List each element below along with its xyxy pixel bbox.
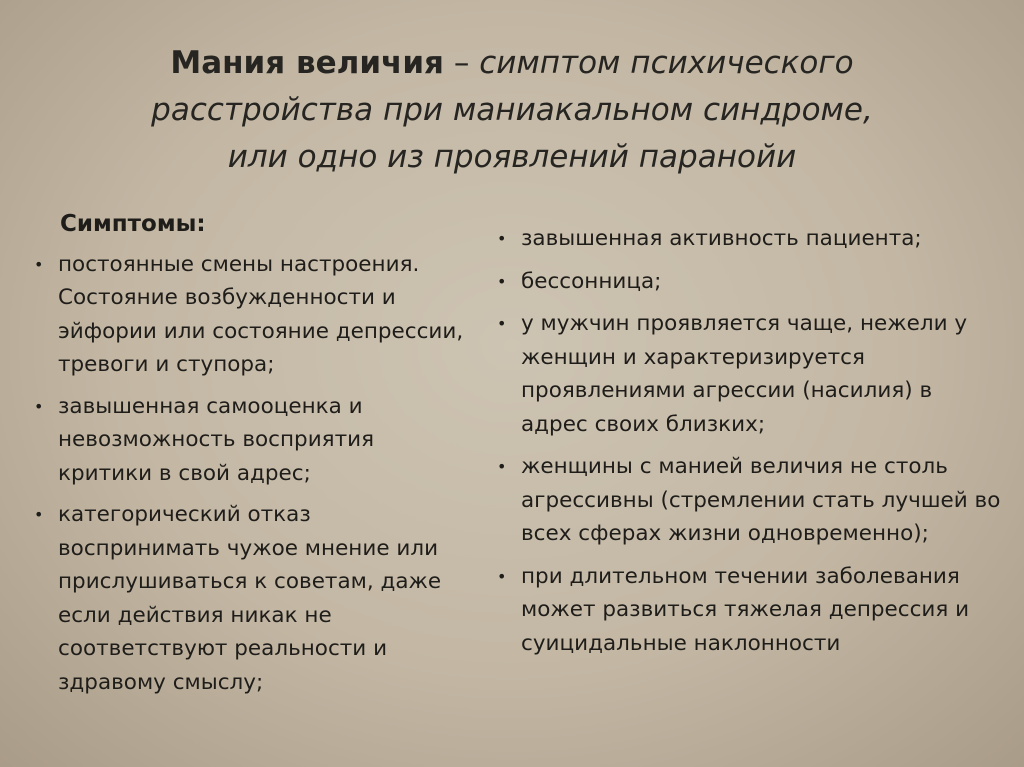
list-item-text: завышенная активность пациента;	[521, 226, 922, 251]
bullet-icon: •	[497, 314, 507, 333]
list-item-text: бессонница;	[521, 268, 662, 294]
list-item	[497, 265, 1002, 299]
list-item-text: постоянные смены настроения. Состояние возбужденности и эйфории или состояние депрессии, тревоги и ступора;	[58, 251, 464, 377]
list-item	[497, 560, 1002, 661]
title-line-1: симптом психического	[479, 45, 854, 81]
list-item	[34, 390, 464, 491]
title-term: Мания величия	[170, 45, 444, 81]
left-bullet-list	[34, 248, 464, 700]
bullet-icon: •	[497, 457, 507, 476]
list-item	[34, 248, 464, 382]
title-dash: –	[443, 45, 480, 81]
right-bullet-list	[497, 222, 1002, 660]
list-item	[497, 222, 1002, 256]
list-item	[497, 307, 1002, 441]
list-item-text: завышенная самооценка и невозможность восприятия критики в свой адрес;	[58, 393, 375, 486]
title-line-2: расстройства при маниакальном синдроме,	[151, 92, 873, 128]
bullet-icon: •	[497, 271, 507, 291]
slide-title	[40, 40, 984, 181]
bullet-icon: •	[34, 505, 44, 524]
list-item	[497, 450, 1002, 551]
bullet-icon: •	[497, 229, 507, 248]
left-column	[34, 208, 464, 707]
symptoms-heading: Симптомы:	[60, 211, 206, 237]
list-item-text: при длительном течении заболевания может развиться тяжелая депрессия и суицидальные наклонности	[521, 563, 970, 656]
list-item-text: женщины с манией величия не столь агрессивны (стремлении стать лучшей во всех сферах жизни одновременно);	[521, 454, 1001, 546]
bullet-icon: •	[34, 254, 44, 274]
right-column	[497, 222, 1002, 669]
title-line-3: или одно из проявлений паранойи	[227, 139, 797, 175]
list-item-text: у мужчин проявляется чаще, нежели у женщин и характеризируется проявлениями агрессии (насилия) в адрес своих близких;	[521, 311, 968, 437]
list-item-text: категорический отказ воспринимать чужое мнение или прислушиваться к советам, даже если действия никак не соответствуют реальности и здравому смыслу;	[58, 502, 442, 695]
bullet-icon: •	[34, 396, 44, 416]
list-item	[34, 498, 464, 699]
bullet-icon: •	[497, 566, 507, 586]
